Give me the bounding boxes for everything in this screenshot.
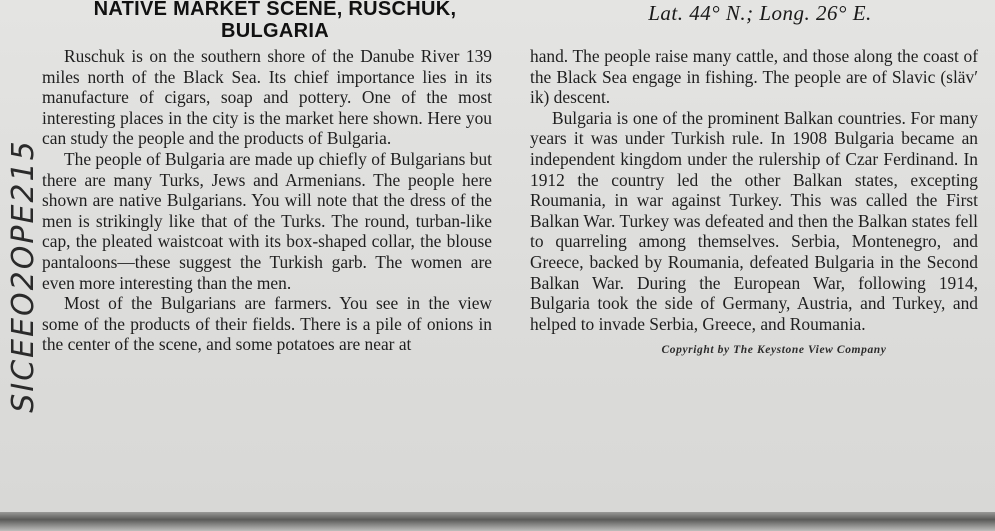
title-line-1: NATIVE MARKET SCENE, RUSCHUK, [93, 0, 457, 20]
left-column [42, 46, 492, 355]
card-edge-shadow [0, 512, 995, 531]
copyright-notice: Copyright by The Keystone View Company [661, 344, 887, 357]
paragraph: The people of Bulgaria are made up chiefly of Bulgarians but there are many Turks, Jews and Armenians. The people here shown are native Bulgarians. You will note that the dress of the men is strikingly like that of the Turks. The round, turban-like cap, the pleated waistcoat with its box-shaped collar, the blouse pantaloons—these suggest the Turkish garb. The women are even more interesting than the men. [42, 148, 492, 293]
paragraph: Bulgaria is one of the prominent Balkan countries. For many years it was under Turkish rule. In 1908 Bulgaria became an independent kingdom under the rulership of Czar Ferdinand. In 1912 the country led the other Balkan states, excepting Roumania, in war against Turkey. This was called the First Balkan War. Turkey was defeated and then the Balkan states fell to quarreling among themselves. Serbia, Montenegro, and Greece, backed by Roumania, defeated Bulgaria in the Second Balkan War. During the European War, following 1914, Bulgaria took the side of Germany, Austria, and Turkey, and helped to invade Serbia, Greece, and Roumania. [530, 107, 978, 334]
title-line-2: BULGARIA [221, 20, 329, 42]
paragraph-continuation: hand. The people raise many cattle, and those along the coast of the Black Sea engage in fishing. The people are of Slavic (släv′ ik) descent. [530, 46, 978, 108]
handwritten-side-note: SICEEO2OPE215 [6, 139, 41, 413]
coordinates: Lat. 44° N.; Long. 26° E. [648, 1, 872, 25]
paragraph: Most of the Bulgarians are farmers. You see in the view some of the products of their fields. There is a pile of onions in the center of the scene, and some potatoes are near at [42, 293, 492, 355]
page-title [40, 0, 510, 42]
right-column [530, 46, 978, 361]
paragraph: Ruschuk is on the southern shore of the Danube River 139 miles north of the Black Sea. Its chief importance lies in its manufacture of cigars, soap and pottery. One of the most interesting places in the city is the market here shown. Here you can study the people and the products of Bulgaria. [42, 46, 492, 149]
